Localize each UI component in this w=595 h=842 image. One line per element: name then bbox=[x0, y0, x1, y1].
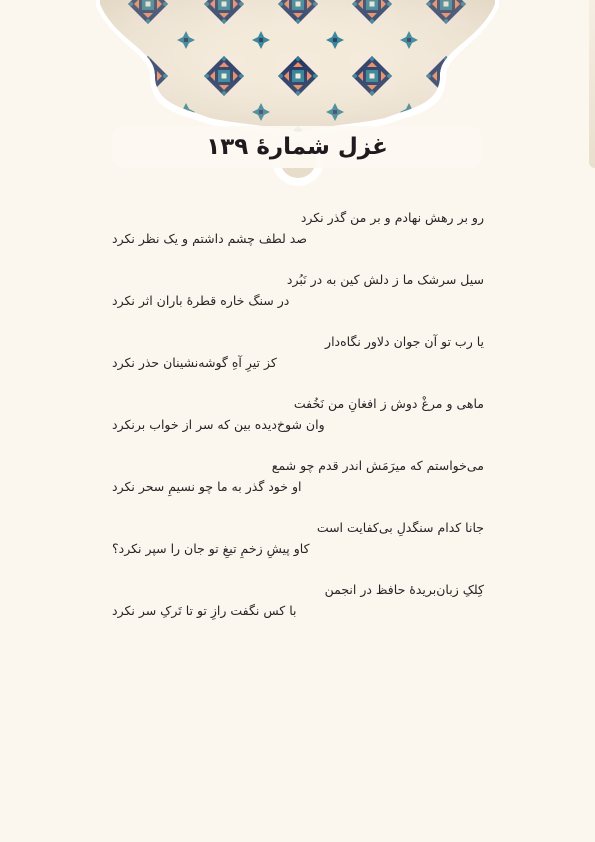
geometric-tile-badge bbox=[0, 0, 595, 200]
hemistich-second: با کس نگفت رازِ تو تا تَرکِ سر نکرد bbox=[112, 603, 297, 618]
couplet bbox=[112, 518, 484, 580]
hemistich-first: جانا کدام سنگدلِ بی‌کفایت است bbox=[316, 520, 484, 535]
couplet bbox=[112, 580, 484, 642]
hemistich-first: کِلکِ زبان‌بریدهٔ حافظ در انجمن bbox=[324, 582, 484, 597]
couplet bbox=[112, 270, 484, 332]
hemistich-second: کز تیرِ آهِ گوشه‌نشینان حذر نکرد bbox=[112, 355, 277, 370]
poem bbox=[112, 208, 484, 642]
hemistich-second: کاو پیشِ زخمِ تیغِ تو جان را سپر نکرد؟ bbox=[112, 541, 310, 556]
hemistich-second: در سنگ خاره قطرهٔ باران اثر نکرد bbox=[112, 293, 290, 308]
page-title: غزل شمارهٔ ۱۳۹ bbox=[206, 134, 388, 160]
hemistich-first: می‌خواستم که میرَمَش اندر قدم چو شمع bbox=[271, 458, 484, 473]
hemistich-second: وان شوخ‌دیده بین که سر از خواب برنکرد bbox=[112, 417, 325, 432]
hemistich-first: رو بر رهش نهادم و بر من گذر نکرد bbox=[300, 210, 484, 225]
couplet bbox=[112, 208, 484, 270]
page-edge-tab bbox=[589, 0, 595, 168]
header-ornament bbox=[0, 0, 595, 200]
hemistich-second: صد لطف چشم داشتم و یک نظر نکرد bbox=[112, 231, 307, 246]
hemistich-first: ماهی و مرغْ دوش ز افغانِ من نَخُفت bbox=[293, 396, 484, 411]
hemistich-first: سیل سرشک ما ز دلش کین به در نَبُرد bbox=[286, 272, 484, 287]
couplet bbox=[112, 456, 484, 518]
couplet bbox=[112, 332, 484, 394]
footer-ornament bbox=[98, 837, 498, 842]
couplet bbox=[112, 394, 484, 456]
hemistich-first: یا رب تو آن جوان دلاور نگاه‌دار bbox=[325, 334, 484, 349]
hemistich-second: او خود گذر به ما چو نسیمِ سحر نکرد bbox=[112, 479, 302, 494]
title-band bbox=[112, 126, 482, 168]
